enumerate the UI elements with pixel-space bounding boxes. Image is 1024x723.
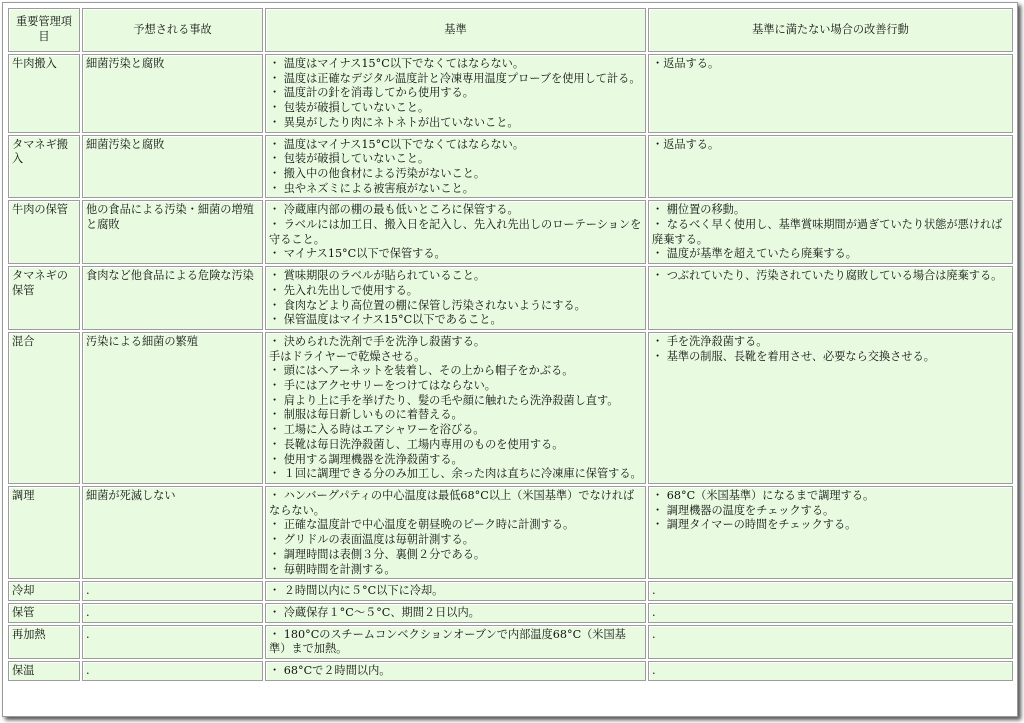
action-line: ・ つぶれていたり、汚染されていたり腐敗している場合は廃棄する。 <box>652 269 1003 283</box>
standard-line: ・ マイナス15°C以下で保管する。 <box>269 247 446 261</box>
cell-accident: . <box>82 625 263 659</box>
cell-action <box>648 603 1013 623</box>
header-accident: 予想される事故 <box>82 8 263 52</box>
standard-line: ・ 搬入中の他食材による汚染がないこと。 <box>269 166 486 180</box>
cell-standard <box>265 266 646 330</box>
standard-line: ・ 温度計の針を消毒してから使用する。 <box>269 86 474 100</box>
cell-accident: . <box>82 581 263 601</box>
standard-line: ・ ラベルには加工日、搬入日を記入し、先入れ先出しのローテーションを守ること。 <box>269 218 642 246</box>
standard-line: ・ 調理時間は表側３分、裏側２分である。 <box>269 547 486 561</box>
cell-item: 調理 <box>8 486 80 579</box>
standard-line: ・ 使用する調理機器を洗浄殺菌する。 <box>269 452 463 466</box>
standard-line: ・ 肩より上に手を挙げたり、髪の毛や顔に触れたら洗浄殺菌し直す。 <box>269 393 619 407</box>
standard-line: ・ 先入れ先出しで使用する。 <box>269 283 418 297</box>
standard-line: ・ 工場に入る時はエアシャワーを浴びる。 <box>269 423 485 437</box>
cell-standard <box>265 661 646 681</box>
table-body <box>8 54 1013 681</box>
cell-item: タマネギ搬入 <box>8 135 80 199</box>
action-line: ・ 基準の制服、長靴を着用させ、必要なら交換させる。 <box>652 349 935 363</box>
action-line: ・ なるべく早く使用し、基準賞味期間が過ぎていたり状態が悪ければ廃棄する。 <box>652 218 1003 246</box>
cell-accident: 他の食品による汚染・細菌の増殖と腐敗 <box>82 200 263 264</box>
cell-accident: 汚染による細菌の繁殖 <box>82 332 263 484</box>
header-action: 基準に満たない場合の改善行動 <box>648 8 1013 52</box>
cell-item: 牛肉搬入 <box>8 54 80 133</box>
cell-action <box>648 54 1013 133</box>
cell-item: 保温 <box>8 661 80 681</box>
standard-line: ・ グリドルの表面温度は毎朝計測する。 <box>269 533 474 547</box>
action-line: . <box>652 584 656 598</box>
table-row <box>8 661 1013 681</box>
standard-line: ・ ２時間以内に５°C以下に冷却。 <box>269 584 444 598</box>
cell-accident: 食肉など他食品による危険な汚染 <box>82 266 263 330</box>
standard-line: ・ 温度は正確なデジタル温度計と冷凍専用温度プローブを使用して計る。 <box>269 71 641 85</box>
action-line: ・ 68°C（米国基準）になるまで調理する。 <box>652 488 875 502</box>
action-line: . <box>652 605 656 619</box>
cell-standard <box>265 332 646 484</box>
cell-action <box>648 581 1013 601</box>
standard-line: ・ 包装が破損していないこと。 <box>269 101 430 115</box>
table-row <box>8 54 1013 133</box>
cell-standard <box>265 54 646 133</box>
action-line: ・返品する。 <box>652 57 720 70</box>
standard-line: ・ 180°Cのスチームコンベクションオーブンで内部温度68°C（米国基準）まで加熱。 <box>269 627 626 656</box>
cell-accident: 細菌が死滅しない <box>82 486 263 579</box>
standard-line: ・ 冷蔵庫内部の棚の最も低いところに保管する。 <box>269 203 519 217</box>
table-row <box>8 135 1013 199</box>
cell-action <box>648 135 1013 199</box>
action-line: ・ 温度が基準を超えていたら廃棄する。 <box>652 247 857 261</box>
standard-line: ・ 冷蔵保存１°C～５°C、期間２日以内。 <box>269 605 480 619</box>
standard-line: ・ 温度はマイナス15°C以下でなくてはならない。 <box>269 57 525 70</box>
cell-item: タマネギの保管 <box>8 266 80 330</box>
cell-action <box>648 625 1013 659</box>
standard-line: ・ 包装が破損していないこと。 <box>269 152 430 166</box>
table-row <box>8 266 1013 330</box>
standard-line: ・ 異臭がしたり肉にネトネトが出ていないこと。 <box>269 115 519 129</box>
table-row <box>8 625 1013 659</box>
cell-item: 保管 <box>8 603 80 623</box>
standard-line: ・ 68°Cで２時間以内。 <box>269 664 391 678</box>
standard-line: ・ 頭にはヘアーネットを装着し、その上から帽子をかぶる。 <box>269 364 574 378</box>
standard-line: ・ ハンバーグパティの中心温度は最低68°C以上（米国基準）でなければならない。 <box>269 488 635 517</box>
header-standard: 基準 <box>265 8 646 52</box>
standard-line: ・ 正確な温度計で中心温度を朝昼晩のピーク時に計測する。 <box>269 518 575 532</box>
cell-standard <box>265 581 646 601</box>
cell-standard <box>265 603 646 623</box>
standard-line: ・ 制服は毎日新しいものに着替える。 <box>269 408 463 422</box>
standard-line: ・ 賞味期限のラベルが貼られていること。 <box>269 269 486 283</box>
cell-accident: 細菌汚染と腐敗 <box>82 135 263 199</box>
action-line: ・ 調理タイマーの時間をチェックする。 <box>652 518 857 532</box>
standard-line: ・ 保管温度はマイナス15°C以下であること。 <box>269 313 502 327</box>
standard-line: ・ 食肉などより高位置の棚に保管し汚染されないようにする。 <box>269 298 586 312</box>
cell-accident: . <box>82 661 263 681</box>
standard-line: ・ 虫やネズミによる被害痕がないこと。 <box>269 181 474 195</box>
haccp-table <box>6 6 1015 683</box>
cell-action <box>648 661 1013 681</box>
document-frame <box>2 2 1018 717</box>
action-line: ・返品する。 <box>652 137 720 151</box>
standard-line: ・ 手にはアクセサリーをつけてはならない。 <box>269 379 496 393</box>
cell-item: 再加熱 <box>8 625 80 659</box>
cell-action <box>648 486 1013 579</box>
cell-action <box>648 200 1013 264</box>
action-line: ・ 棚位置の移動。 <box>652 203 746 217</box>
cell-standard <box>265 200 646 264</box>
cell-standard <box>265 135 646 199</box>
table-row <box>8 200 1013 264</box>
action-line: ・ 調理機器の温度をチェックする。 <box>652 503 835 517</box>
cell-action <box>648 266 1013 330</box>
header-item: 重要管理項目 <box>8 8 80 52</box>
cell-standard <box>265 625 646 659</box>
action-line: ・ 手を洗浄殺菌する。 <box>652 334 768 348</box>
cell-item: 混合 <box>8 332 80 484</box>
cell-standard <box>265 486 646 579</box>
table-row <box>8 603 1013 623</box>
action-line: . <box>652 664 656 678</box>
action-line: . <box>652 627 656 641</box>
standard-line: ・ 温度はマイナス15°C以下でなくてはならない。 <box>269 137 525 151</box>
cell-item: 冷却 <box>8 581 80 601</box>
standard-line: ・ 決められた洗剤で手を洗浄し殺菌する。 <box>269 334 486 348</box>
cell-accident: 細菌汚染と腐敗 <box>82 54 263 133</box>
table-row <box>8 332 1013 484</box>
standard-line: ・ １回に調理できる分のみ加工し、余った肉は直ちに冷凍庫に保管する。 <box>269 467 642 481</box>
cell-item: 牛肉の保管 <box>8 200 80 264</box>
standard-line: ・ 長靴は毎日洗浄殺菌し、工場内専用のものを使用する。 <box>269 437 564 451</box>
cell-accident: . <box>82 603 263 623</box>
cell-action <box>648 332 1013 484</box>
standard-line: ・ 毎朝時間を計測する。 <box>269 562 396 576</box>
standard-line: 手はドライヤーで乾燥させる。 <box>269 349 426 363</box>
table-row <box>8 581 1013 601</box>
header-row <box>8 8 1013 52</box>
table-row <box>8 486 1013 579</box>
